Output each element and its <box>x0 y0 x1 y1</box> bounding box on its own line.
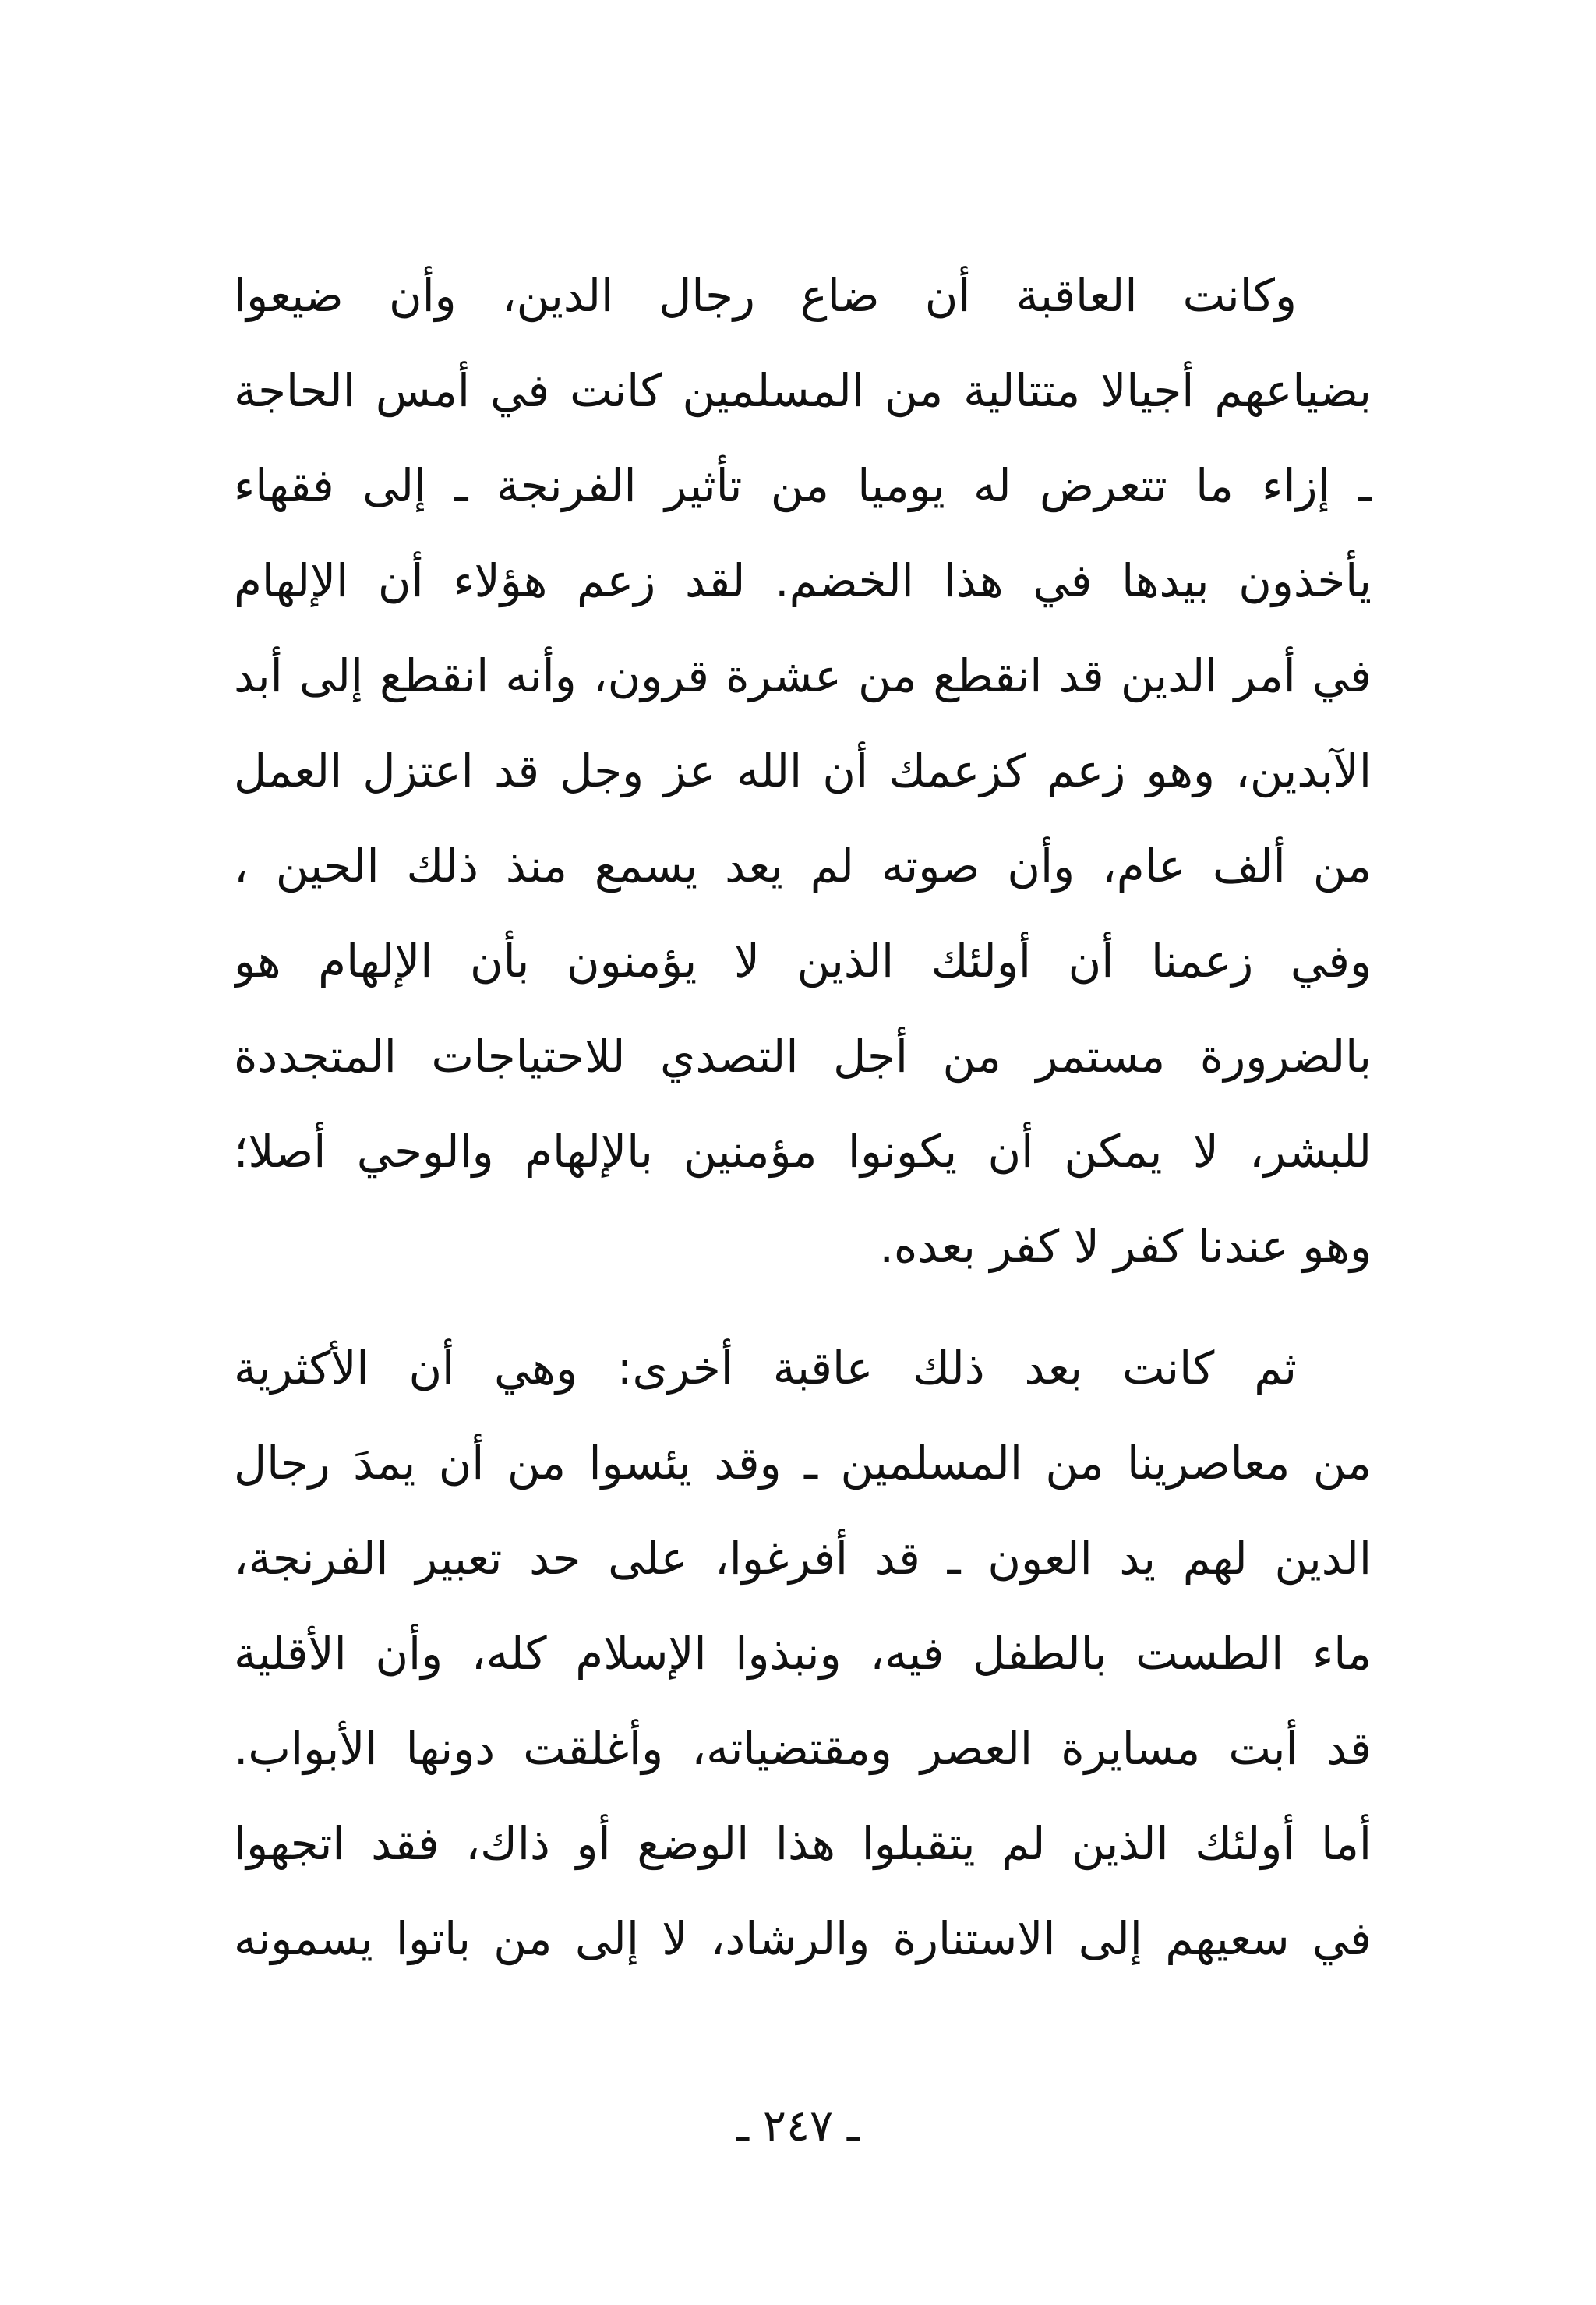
paragraph-2-line-3: الدين لهم يد العون ـ قد أفرغوا، على حد تعبير الفرنجة، <box>234 1532 1372 1585</box>
page-number: ـ ٢٤٧ ـ <box>736 2101 860 2151</box>
body-text <box>234 248 1372 1986</box>
paragraph-2-line-4: ماء الطست بالطفل فيه، ونبذوا الإسلام كله، وأن الأقلية <box>234 1627 1372 1680</box>
paragraph-1-line-9: بالضرورة مستمر من أجل التصدي للاحتياجات المتجددة <box>234 1030 1372 1083</box>
paragraph-1-line-6: الآبدين، وهو زعم كزعمك أن الله عز وجل قد اعتزل العمل <box>234 744 1372 797</box>
paragraph-1-line-3: ـ إزاء ما تتعرض له يوميا من تأثير الفرنجة ـ إلى فقهاء <box>234 459 1372 512</box>
paragraph-1-line-2: بضياعهم أجيالا متتالية من المسلمين كانت في أمس الحاجة <box>234 364 1372 417</box>
paragraph-2-line-6: أما أولئك الذين لم يتقبلوا هذا الوضع أو ذاك، فقد اتجهوا <box>234 1817 1372 1870</box>
paragraph-1-line-11: وهو عندنا كفر لا كفر بعده. <box>879 1220 1372 1273</box>
paragraph-2-line-1: ثم كانت بعد ذلك عاقبة أخرى: وهي أن الأكثرية <box>234 1342 1297 1395</box>
paragraph-gap <box>234 1294 1372 1320</box>
paragraph-1-line-7: من ألف عام، وأن صوته لم يعد يسمع منذ ذلك الحين ، <box>234 840 1372 893</box>
paragraph-1-line-4: يأخذون بيدها في هذا الخضم. لقد زعم هؤلاء أن الإلهام <box>234 554 1372 607</box>
paragraph-2-line-2: من معاصرينا من المسلمين ـ وقد يئسوا من أن يمدَ رجال <box>234 1437 1372 1490</box>
paragraph-2-line-7: في سعيهم إلى الاستنارة والرشاد، لا إلى من باتوا يسمونه <box>234 1912 1372 1965</box>
paragraph-1-line-10: للبشر، لا يمكن أن يكونوا مؤمنين بالإلهام والوحي أصلا؛ <box>234 1125 1372 1178</box>
paragraph-1-line-5: في أمر الدين قد انقطع من عشرة قرون، وأنه انقطع إلى أبد <box>234 649 1372 702</box>
paragraph-1-line-1: وكانت العاقبة أن ضاع رجال الدين، وأن ضيعوا <box>234 269 1297 322</box>
paragraph-1-line-8: وفي زعمنا أن أولئك الذين لا يؤمنون بأن الإلهام هو <box>234 935 1372 988</box>
paragraph-2-line-5: قد أبت مسايرة العصر ومقتضياته، وأغلقت دونها الأبواب. <box>234 1722 1372 1775</box>
